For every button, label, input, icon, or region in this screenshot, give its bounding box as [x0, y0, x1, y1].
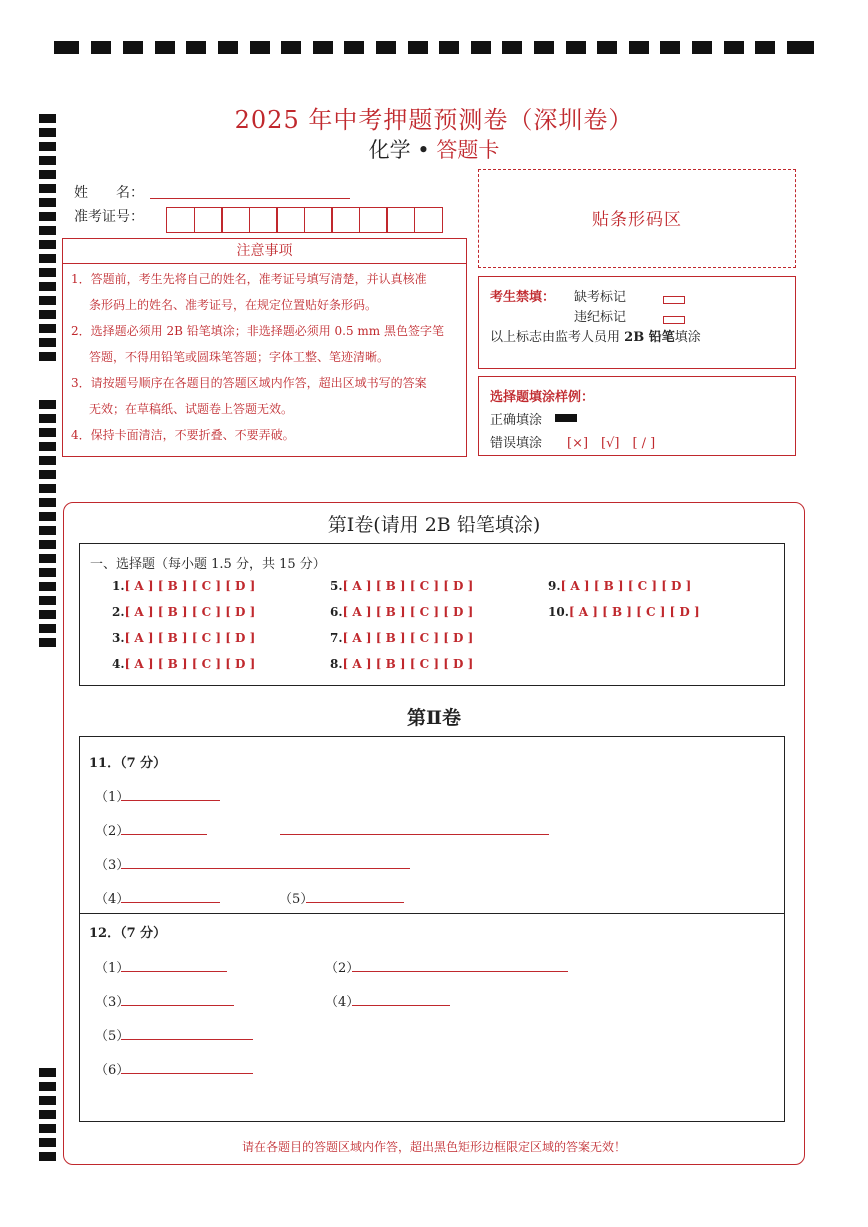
- choice-question-2[interactable]: [112, 605, 255, 619]
- choice-question-8[interactable]: [330, 657, 473, 671]
- question-number: 8.: [330, 657, 343, 671]
- choice-question-4[interactable]: [112, 657, 255, 671]
- barcode-area: [478, 169, 796, 268]
- q11-1-answer-line[interactable]: [121, 800, 220, 801]
- choice-question-5[interactable]: [330, 579, 473, 593]
- forbidden-note-prefix: 以上标志由监考人员用: [490, 330, 621, 345]
- exam-title: 2025 年中考押题预测卷（深圳卷）: [234, 106, 634, 134]
- q11-3-answer-line[interactable]: [121, 868, 410, 869]
- forbidden-label: 考生禁填：: [490, 290, 556, 305]
- choice-question-6[interactable]: [330, 605, 473, 619]
- barcode-area-label: 贴条形码区: [592, 210, 682, 230]
- q12-sub-label: （5）: [95, 1029, 130, 1044]
- q11-sub-label: （3）: [95, 858, 130, 873]
- question-number: 9.: [548, 579, 561, 593]
- q12-sub-label: （2）: [325, 961, 360, 976]
- question-number: 5.: [330, 579, 343, 593]
- q11-sub-label: （5）: [279, 892, 314, 907]
- notice-heading: 注意事项: [62, 238, 467, 264]
- question-number: 4.: [112, 657, 125, 671]
- answer-options[interactable]: [ A ] [ B ] [ C ] [ D ]: [124, 631, 256, 645]
- answer-options[interactable]: [ A ] [ B ] [ C ] [ D ]: [342, 631, 474, 645]
- q11-2a-answer-line[interactable]: [121, 834, 207, 835]
- choice-question-9[interactable]: [548, 579, 691, 593]
- answer-options[interactable]: [ A ] [ B ] [ C ] [ D ]: [124, 605, 256, 619]
- q12-sub-label: （4）: [325, 995, 360, 1010]
- question-number: 1.: [112, 579, 125, 593]
- name-field[interactable]: [150, 198, 350, 199]
- top-timing-marks: [54, 41, 814, 55]
- fill-example-box: [478, 376, 796, 456]
- q12-label: 12．（7 分）: [89, 926, 167, 941]
- q12-5-answer-line[interactable]: [121, 1039, 253, 1040]
- notice-box: [62, 263, 467, 457]
- q11-sub-label: （1）: [95, 790, 130, 805]
- notice-line: 答题，不得用铅笔或圆珠笔答题；字体工整、笔迹清晰。: [89, 350, 390, 364]
- answer-options[interactable]: [ A ] [ B ] [ C ] [ D ]: [124, 579, 256, 593]
- question-number: 6.: [330, 605, 343, 619]
- notice-line: 无效；在草稿纸、试题卷上答题无效。: [89, 402, 294, 416]
- q11-4-answer-line[interactable]: [121, 902, 220, 903]
- q12-sub-label: （6）: [95, 1063, 130, 1078]
- part1-title: 第Ⅰ卷(请用 2B 铅笔填涂): [327, 514, 541, 536]
- q11-2b-answer-line[interactable]: [280, 834, 549, 835]
- notice-line: 2．选择题必须用 2B 铅笔填涂；非选择题必须用 0.5 mm 黑色签字笔: [71, 324, 445, 338]
- choice-section-label: 一、选择题（每小题 1.5 分，共 15 分）: [90, 557, 326, 572]
- q11-5-answer-line[interactable]: [306, 902, 404, 903]
- notice-line: 4．保持卡面清洁，不要折叠、不要弄破。: [71, 428, 295, 442]
- q12-3-answer-line[interactable]: [121, 1005, 234, 1006]
- q11-sub-label: （2）: [95, 824, 130, 839]
- q12-6-answer-line[interactable]: [121, 1073, 253, 1074]
- choice-question-3[interactable]: [112, 631, 255, 645]
- answer-options[interactable]: [ A ] [ B ] [ C ] [ D ]: [342, 579, 474, 593]
- absent-label: 缺考标记: [574, 290, 627, 305]
- filled-mark-example: [555, 414, 577, 422]
- subject-label: 化学 •: [368, 138, 430, 162]
- choice-question-10[interactable]: [548, 605, 700, 619]
- choice-question-7[interactable]: [330, 631, 473, 645]
- question-number: 2.: [112, 605, 125, 619]
- answer-options[interactable]: [ A ] [ B ] [ C ] [ D ]: [560, 579, 692, 593]
- q12-2-answer-line[interactable]: [352, 971, 568, 972]
- violation-label: 违纪标记: [574, 310, 627, 325]
- choice-question-1[interactable]: [112, 579, 255, 593]
- forbidden-box: [478, 276, 796, 369]
- wrong-fill-marks: [×] [√] [ / ]: [567, 436, 656, 451]
- correct-fill-label: 正确填涂: [490, 413, 543, 428]
- q11-sub-label: （4）: [95, 892, 130, 907]
- question-number: 10.: [548, 605, 569, 619]
- id-label: 准考证号：: [74, 209, 144, 225]
- question-divider: [79, 913, 785, 914]
- answer-options[interactable]: [ A ] [ B ] [ C ] [ D ]: [568, 605, 700, 619]
- footer-warning: 请在各题目的答题区域内作答，超出黑色矩形边框限定区域的答案无效！: [241, 1140, 626, 1154]
- part2-title: 第Ⅱ卷: [406, 707, 461, 729]
- question-number: 7.: [330, 631, 343, 645]
- answer-card-label: 答题卡: [436, 138, 500, 162]
- answer-options[interactable]: [ A ] [ B ] [ C ] [ D ]: [342, 605, 474, 619]
- part2-answer-box: [79, 736, 785, 1122]
- forbidden-note: [490, 326, 701, 345]
- notice-line: 3．请按题号顺序在各题目的答题区域内作答，超出区域书写的答案: [71, 376, 427, 390]
- question-number: 3.: [112, 631, 125, 645]
- wrong-fill-label: 错误填涂: [490, 436, 543, 451]
- q12-sub-label: （3）: [95, 995, 130, 1010]
- answer-options[interactable]: [ A ] [ B ] [ C ] [ D ]: [342, 657, 474, 671]
- forbidden-note-bold: 2B 铅笔: [624, 330, 675, 345]
- notice-line: 条形码上的姓名、准考证号，在规定位置贴好条形码。: [89, 298, 378, 312]
- answer-options[interactable]: [ A ] [ B ] [ C ] [ D ]: [124, 657, 256, 671]
- q12-sub-label: （1）: [95, 961, 130, 976]
- fill-example-label: 选择题填涂样例：: [490, 390, 595, 405]
- q11-label: 11．（7 分）: [89, 756, 167, 771]
- q12-4-answer-line[interactable]: [352, 1005, 450, 1006]
- q12-1-answer-line[interactable]: [121, 971, 227, 972]
- notice-line: 1．答题前，考生先将自己的姓名，准考证号填写清楚，并认真核准: [71, 272, 427, 286]
- absent-mark-box[interactable]: [663, 289, 685, 308]
- id-number-boxes[interactable]: [166, 207, 441, 233]
- name-label: 姓 名：: [74, 185, 144, 201]
- forbidden-note-suffix: 填涂: [674, 330, 701, 345]
- exam-subtitle: [0, 134, 868, 164]
